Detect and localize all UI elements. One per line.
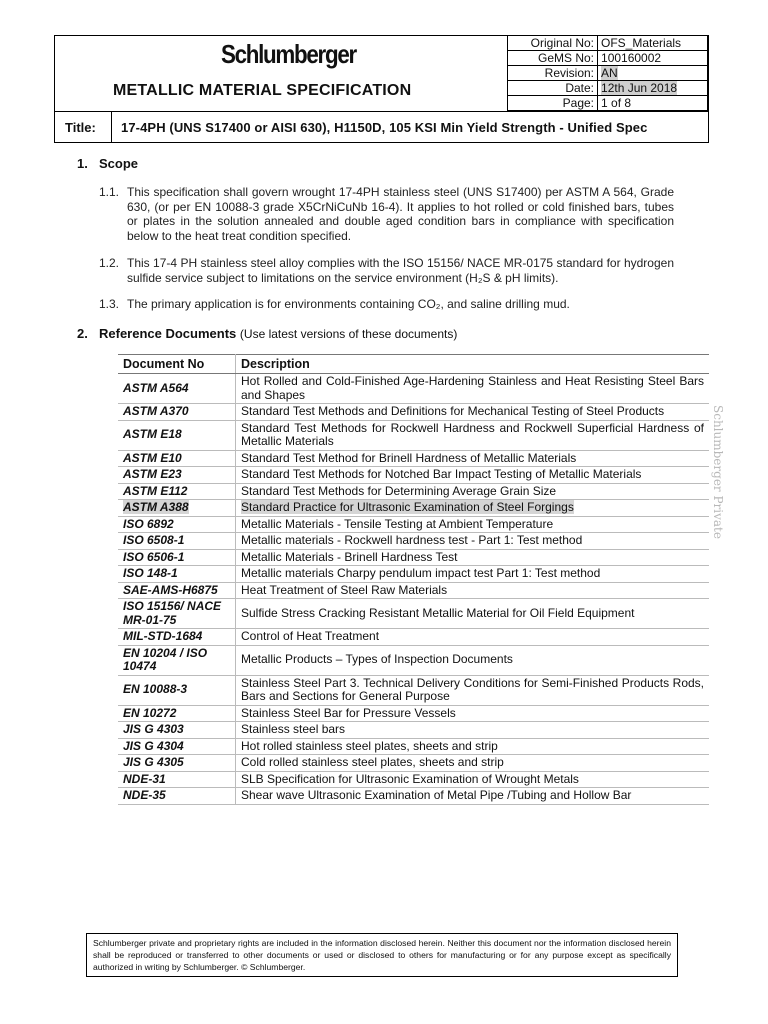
title-row	[55, 111, 708, 143]
document-number-cell	[118, 374, 236, 404]
description-cell	[236, 404, 710, 421]
description-cell	[236, 582, 710, 599]
meta-label: Revision:	[508, 66, 598, 81]
table-row	[118, 516, 709, 533]
document-number-cell	[118, 566, 236, 583]
item-text: The primary application is for environments containing CO₂, and saline drilling mud.	[127, 297, 570, 311]
section-references-heading	[77, 326, 457, 341]
meta-value: OFS_Materials	[598, 36, 708, 51]
document-number: ISO 6508-1	[123, 533, 185, 547]
document-number-cell	[118, 675, 236, 705]
document-description: Standard Practice for Ultrasonic Examination of Steel Forgings	[241, 500, 574, 514]
document-number-cell	[118, 645, 236, 675]
description-cell	[236, 420, 710, 450]
document-number: ISO 15156/ NACE MR-01-75	[123, 599, 222, 627]
document-header	[54, 35, 709, 143]
table-row	[118, 675, 709, 705]
document-number-cell	[118, 404, 236, 421]
document-number: EN 10088-3	[123, 682, 188, 697]
table-row	[118, 500, 709, 517]
description-cell	[236, 599, 710, 629]
column-header-document-no: Document No	[118, 355, 236, 374]
section-note: (Use latest versions of these documents)	[239, 327, 458, 341]
revision-value: AN	[601, 66, 618, 80]
document-number: JIS G 4305	[123, 755, 184, 769]
meta-value	[598, 66, 708, 81]
document-number: ASTM A370	[123, 404, 189, 418]
document-number-cell	[118, 450, 236, 467]
document-description: Metallic Materials - Tensile Testing at Ambient Temperature	[241, 516, 554, 531]
document-description: Hot rolled stainless steel plates, sheets and strip	[241, 738, 498, 753]
item-text: This specification shall govern wrought 17-4PH stainless steel (UNS S17400) per ASTM A 564, Grade 630, (or per EN 10088-3 grade X5CrNiCuNb 16-4). It applies to hot rolled or cold finished bars, tubes or plates in the solution annealed and double aged condition bars in compliance with specification below to the heat treat condition specified.	[127, 185, 674, 243]
spec-title: METALLIC MATERIAL SPECIFICATION	[113, 82, 412, 99]
document-number-cell	[118, 582, 236, 599]
document-number: ASTM E112	[123, 483, 188, 498]
document-number: ASTM A564	[123, 380, 189, 395]
document-number-cell	[118, 771, 236, 788]
meta-label: Date:	[508, 81, 598, 96]
description-cell	[236, 516, 710, 533]
document-description: Standard Test Methods and Definitions for Mechanical Testing of Steel Products	[241, 404, 665, 418]
document-description: Stainless steel bars	[241, 722, 346, 736]
item-number: 1.2.	[99, 256, 120, 270]
document-number-cell	[118, 533, 236, 550]
document-description: SLB Specification for Ultrasonic Examination of Wrought Metals	[241, 771, 579, 786]
section-title: Scope	[99, 156, 139, 171]
company-logo: Schlumberger	[221, 39, 356, 69]
document-number: SAE-AMS-H6875	[123, 582, 218, 597]
document-description: Control of Heat Treatment	[241, 629, 380, 643]
document-number-cell	[118, 705, 236, 722]
meta-row-revision	[508, 66, 708, 81]
description-cell	[236, 374, 710, 404]
title-value: 17-4PH (UNS S17400 or AISI 630), H1150D, 105 KSI Min Yield Strength - Unified Spec	[121, 120, 648, 135]
section-number: 2.	[77, 326, 88, 341]
meta-row-page	[508, 96, 708, 111]
document-number-cell	[118, 722, 236, 739]
description-cell	[236, 705, 710, 722]
document-number: EN 10272	[123, 705, 177, 720]
document-number-cell	[118, 629, 236, 646]
document-meta-table	[507, 35, 708, 111]
document-number-cell	[118, 549, 236, 566]
document-number: JIS G 4303	[123, 722, 184, 736]
document-description: Sulfide Stress Cracking Resistant Metallic Material for Oil Field Equipment	[241, 605, 635, 620]
table-row	[118, 722, 709, 739]
meta-row-gems-no	[508, 51, 708, 66]
document-description: Hot Rolled and Cold-Finished Age-Hardening Stainless and Heat Resisting Steel Bars and Shapes	[241, 374, 704, 402]
table-row	[118, 549, 709, 566]
watermark-text: Schlumberger Private	[711, 405, 725, 539]
table-row	[118, 599, 709, 629]
document-number: ISO 6506-1	[123, 549, 185, 564]
table-row	[118, 467, 709, 484]
document-number-cell	[118, 516, 236, 533]
table-row	[118, 705, 709, 722]
description-cell	[236, 549, 710, 566]
meta-value: 1 of 8	[598, 96, 708, 111]
table-row	[118, 771, 709, 788]
document-number: JIS G 4304	[123, 738, 184, 753]
description-cell	[236, 738, 710, 755]
table-row	[118, 374, 709, 404]
document-description: Heat Treatment of Steel Raw Materials	[241, 582, 448, 597]
document-number-cell	[118, 755, 236, 772]
table-row	[118, 738, 709, 755]
item-number: 1.1.	[99, 185, 120, 199]
table-row	[118, 755, 709, 772]
table-header-row	[118, 355, 709, 374]
document-description: Metallic materials - Rockwell hardness test - Part 1: Test method	[241, 533, 583, 547]
document-number-cell	[118, 599, 236, 629]
document-description: Metallic materials Charpy pendulum impact test Part 1: Test method	[241, 566, 601, 580]
document-number-cell	[118, 500, 236, 517]
description-cell	[236, 771, 710, 788]
confidentiality-footer: Schlumberger private and proprietary rights are included in the information disclosed herein. Neither this document nor the information disclosed herein shall be reproduced or transferred to other documents or used or disclosed to others for manufacturing or for any purpose except as specifically authorized in writing by Schlumberger. © Schlumberger.	[86, 933, 678, 977]
meta-row-date	[508, 81, 708, 96]
meta-value	[598, 81, 708, 96]
meta-value: 100160002	[598, 51, 708, 66]
description-cell	[236, 467, 710, 484]
meta-row-original-no	[508, 36, 708, 51]
table-row	[118, 404, 709, 421]
item-text: This 17-4 PH stainless steel alloy complies with the ISO 15156/ NACE MR-0175 standard for hydrogen sulfide service subject to limitations on the service environment (H₂S & pH limits).	[127, 256, 674, 285]
table-row	[118, 629, 709, 646]
document-number: ASTM E18	[123, 427, 182, 442]
date-value: 12th Jun 2018	[601, 81, 678, 95]
title-divider	[111, 112, 112, 143]
description-cell	[236, 722, 710, 739]
document-number: ISO 6892	[123, 516, 174, 531]
table-row	[118, 788, 709, 805]
description-cell	[236, 483, 710, 500]
document-number-cell	[118, 467, 236, 484]
document-description: Stainless Steel Part 3. Technical Delivery Conditions for Semi-Finished Products Rods, Bars and Sections for General Purpose	[241, 675, 704, 703]
table-row	[118, 645, 709, 675]
description-cell	[236, 755, 710, 772]
section-number: 1.	[77, 156, 88, 171]
description-cell	[236, 645, 710, 675]
document-description: Standard Test Methods for Determining Average Grain Size	[241, 483, 557, 498]
document-number-cell	[118, 420, 236, 450]
meta-label: Original No:	[508, 36, 598, 51]
watermark	[688, 402, 748, 542]
description-cell	[236, 500, 710, 517]
document-description: Metallic Materials - Brinell Hardness Test	[241, 549, 458, 564]
reference-documents-table	[118, 354, 709, 805]
document-number: ISO 148-1	[123, 566, 178, 580]
description-cell	[236, 629, 710, 646]
section-scope-heading	[77, 156, 138, 171]
title-label: Title:	[65, 120, 96, 135]
document-number-cell	[118, 788, 236, 805]
document-description: Standard Test Methods for Notched Bar Impact Testing of Metallic Materials	[241, 467, 642, 481]
reference-table-body	[118, 374, 709, 805]
document-number: NDE-35	[123, 788, 166, 802]
document-description: Stainless Steel Bar for Pressure Vessels	[241, 705, 456, 720]
table-row	[118, 533, 709, 550]
document-number-cell	[118, 483, 236, 500]
column-header-description: Description	[236, 355, 710, 374]
table-row	[118, 566, 709, 583]
table-row	[118, 450, 709, 467]
description-cell	[236, 566, 710, 583]
meta-label: Page:	[508, 96, 598, 111]
document-number: NDE-31	[123, 771, 166, 786]
document-description: Standard Test Methods for Rockwell Hardness and Rockwell Superficial Hardness of Metallic Materials	[241, 420, 704, 448]
document-number-cell	[118, 738, 236, 755]
document-number: ASTM E10	[123, 450, 182, 465]
document-description: Standard Test Method for Brinell Hardness of Metallic Materials	[241, 450, 577, 465]
document-number: ASTM A388	[123, 500, 189, 514]
description-cell	[236, 450, 710, 467]
item-number: 1.3.	[99, 297, 120, 311]
document-number: EN 10204 / ISO 10474	[123, 645, 208, 673]
meta-label: GeMS No:	[508, 51, 598, 66]
description-cell	[236, 788, 710, 805]
table-row	[118, 483, 709, 500]
table-row	[118, 420, 709, 450]
document-description: Cold rolled stainless steel plates, sheets and strip	[241, 755, 504, 769]
description-cell	[236, 675, 710, 705]
document-number: ASTM E23	[123, 467, 182, 481]
table-row	[118, 582, 709, 599]
section-title: Reference Documents	[99, 326, 237, 341]
description-cell	[236, 533, 710, 550]
document-description: Metallic Products – Types of Inspection Documents	[241, 652, 513, 667]
document-description: Shear wave Ultrasonic Examination of Metal Pipe /Tubing and Hollow Bar	[241, 788, 632, 802]
document-number: MIL-STD-1684	[123, 629, 203, 643]
